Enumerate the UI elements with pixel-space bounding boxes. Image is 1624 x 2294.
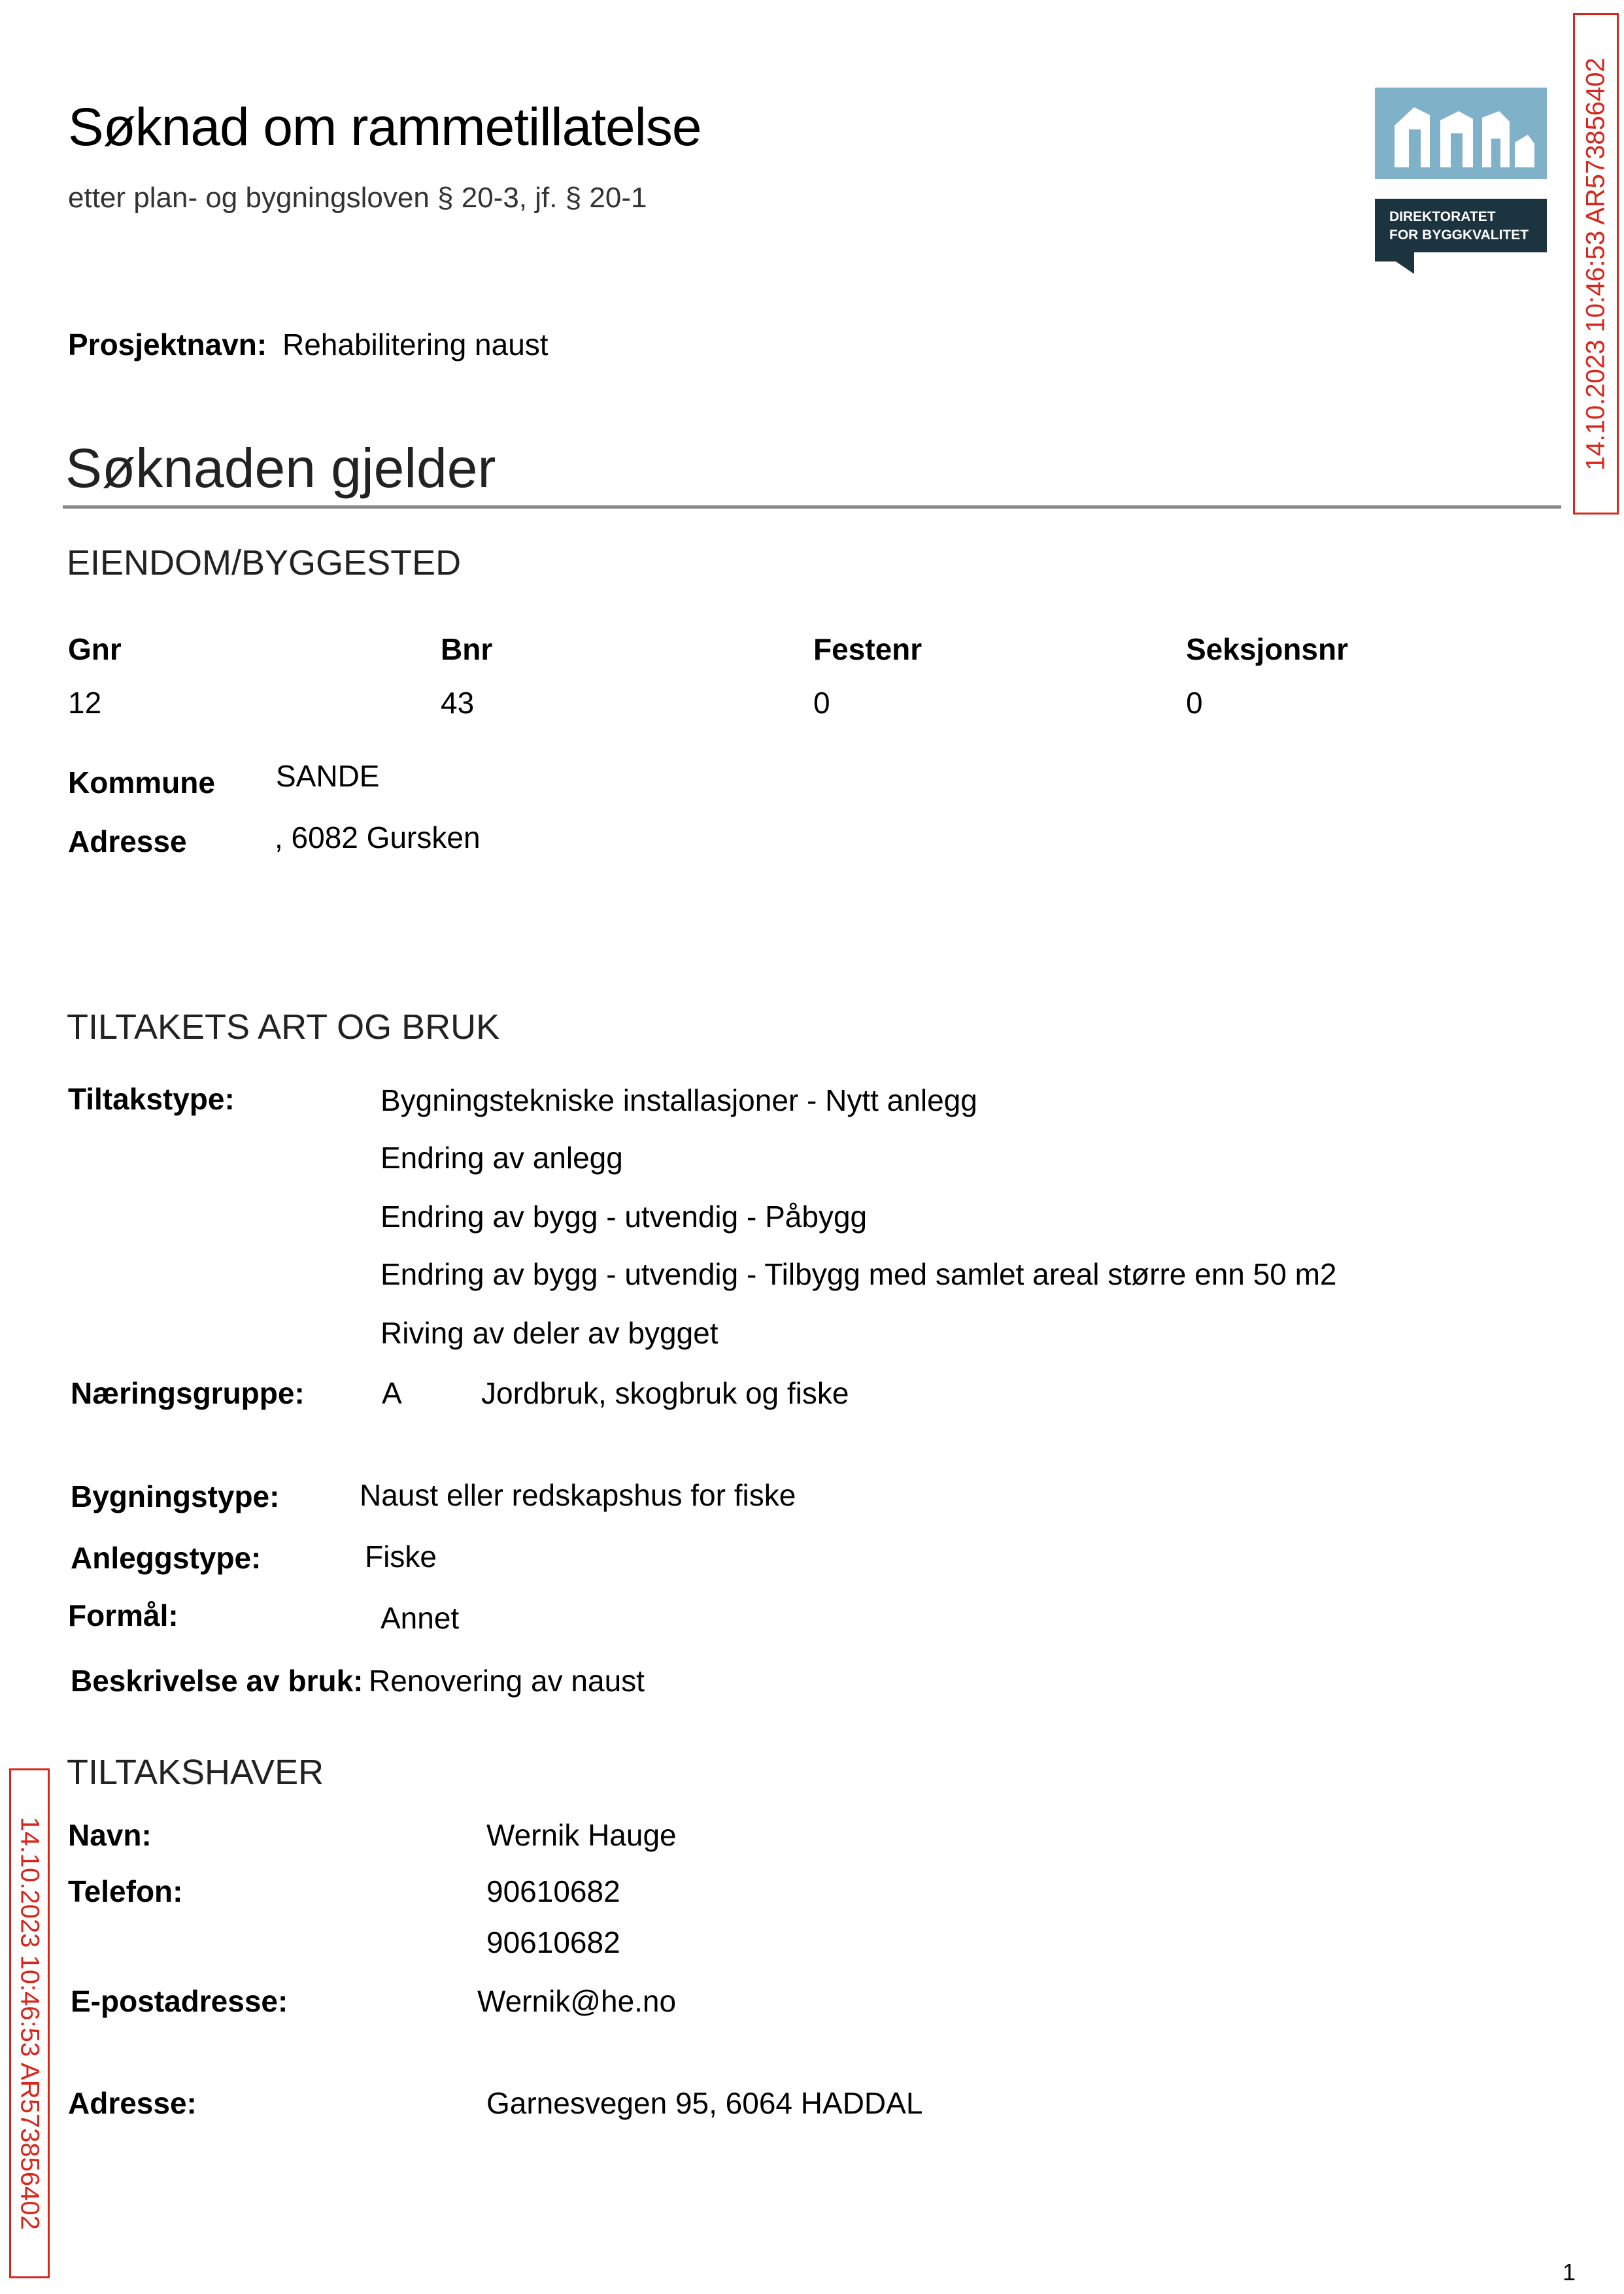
seksjonsnr-label: Seksjonsnr — [1186, 632, 1348, 666]
anleggstype-value: Fiske — [365, 1540, 437, 1574]
applicant-heading: TILTAKSHAVER — [67, 1753, 324, 1792]
epost-label: E-postadresse: — [71, 1984, 288, 2018]
applicant-adresse-value: Garnesvegen 95, 6064 HADDAL — [486, 2086, 923, 2120]
naeringsgruppe-value: Jordbruk, skogbruk og fiske — [481, 1376, 849, 1410]
bygningstype-label: Bygningstype: — [71, 1479, 280, 1513]
naeringsgruppe-code: A — [382, 1376, 402, 1410]
bnr-value: 43 — [441, 686, 475, 720]
kommune-value: SANDE — [276, 759, 380, 793]
document-title: Søknad om rammetillatelse — [68, 97, 702, 157]
telefon-value: 90610682 — [486, 1874, 620, 1908]
project-name-label: Prosjektnavn: — [68, 328, 267, 362]
gnr-value: 12 — [68, 686, 102, 720]
date-stamp-top — [1573, 13, 1619, 514]
navn-value: Wernik Hauge — [486, 1818, 677, 1852]
naeringsgruppe-label: Næringsgruppe: — [71, 1376, 305, 1410]
tiltakstype-item: Riving av deler av bygget — [381, 1316, 719, 1350]
anleggstype-label: Anleggstype: — [71, 1541, 262, 1575]
adresse-label: Adresse — [68, 824, 187, 858]
navn-label: Navn: — [68, 1818, 152, 1852]
date-stamp-side-text: 14.10.2023 10:46:53 AR573856402 — [15, 1817, 44, 2230]
main-heading: Søknaden gjelder — [65, 437, 496, 499]
dibk-logo-icon — [1375, 88, 1547, 274]
formal-value: Annet — [381, 1601, 460, 1635]
epost-value: Wernik@he.no — [477, 1984, 677, 2018]
heading-divider — [63, 505, 1561, 509]
date-stamp-top-text: 14.10.2023 10:46:53 AR573856402 — [1581, 57, 1610, 471]
telefon-value-mobile: 90610682 — [486, 1925, 620, 1959]
logo-text-1: DIREKTORATET — [1389, 209, 1496, 224]
beskrivelse-value: Renovering av naust — [369, 1664, 645, 1698]
festenr-label: Festenr — [813, 632, 922, 666]
tiltakstype-item: Endring av bygg - utvendig - Tilbygg med samlet areal større enn 50 m2 — [381, 1257, 1337, 1291]
formal-label: Formål: — [68, 1598, 178, 1632]
seksjonsnr-value: 0 — [1186, 686, 1203, 720]
telefon-label: Telefon: — [68, 1874, 183, 1908]
page-number: 1 — [1563, 2259, 1576, 2286]
logo-text-2: FOR BYGGKVALITET — [1389, 228, 1529, 243]
bnr-label: Bnr — [441, 632, 493, 666]
property-heading: EIENDOM/BYGGESTED — [67, 543, 462, 582]
tiltakstype-item: Endring av anlegg — [381, 1141, 623, 1175]
gnr-label: Gnr — [68, 632, 122, 666]
tiltakstype-item: Bygningstekniske installasjoner - Nytt anlegg — [381, 1083, 977, 1117]
measure-heading: TILTAKETS ART OG BRUK — [67, 1007, 500, 1047]
dibk-logo — [1375, 88, 1547, 274]
tiltakstype-label: Tiltakstype: — [68, 1082, 235, 1116]
adresse-value: , 6082 Gursken — [275, 820, 481, 854]
bygningstype-value: Naust eller redskapshus for fiske — [360, 1478, 796, 1512]
date-stamp-side — [9, 1768, 50, 2278]
project-name-value: Rehabilitering naust — [282, 328, 549, 362]
beskrivelse-label: Beskrivelse av bruk: — [71, 1664, 364, 1698]
applicant-adresse-label: Adresse: — [68, 2086, 197, 2120]
document-subtitle: etter plan- og bygningsloven § 20-3, jf. § 20-1 — [68, 182, 647, 214]
festenr-value: 0 — [813, 686, 830, 720]
kommune-label: Kommune — [68, 766, 215, 800]
tiltakstype-item: Endring av bygg - utvendig - Påbygg — [381, 1200, 868, 1234]
